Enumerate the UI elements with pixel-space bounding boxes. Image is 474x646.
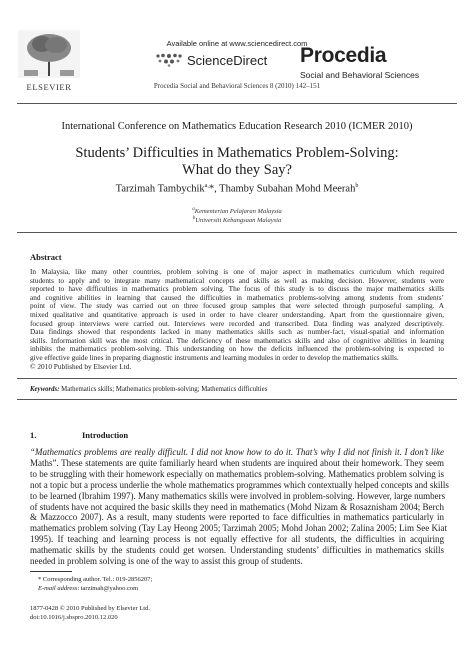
abstract-line: Data findings showed that respondents lacked in many mathematics skills such as number-fact, visual-spatial and information <box>30 327 444 337</box>
abstract-line: reported to have difficulties in mathematics problem solving. The focus of this study is to discuss the major mathematics skills <box>30 284 444 294</box>
abstract-line: inhibits the mathematics problem-solving. This understanding on how the deficits influenced the problem-solving is expected to <box>30 344 444 354</box>
author-2-affil-mark: b <box>355 183 359 189</box>
intro-line: “Mathematics problems are really difficult. I did not know how to do it. That’s why I did not finish it. I don’t like <box>30 447 444 457</box>
abstract-line: and cognitive abilities in learning that caused the difficulties in mathematics problems-solving among students from students’ <box>30 292 444 302</box>
abstract-line: point of view. The study was carried out on three focused group samples that were selected through purposeful sampling. A <box>30 301 444 311</box>
affiliation-a-mark: a <box>192 207 195 212</box>
paper-title-line-2: What do they Say? <box>182 162 292 178</box>
sciencedirect-logo <box>155 52 267 68</box>
copyright-line: © 2010 Published by Elsevier Ltd. <box>30 361 132 371</box>
introduction-body <box>30 447 449 567</box>
sciencedirect-icon <box>155 53 183 67</box>
elsevier-tree-logo <box>18 30 80 78</box>
procedia-subtitle: Social and Behavioral Sciences <box>300 70 420 80</box>
footnote-rule <box>30 571 72 572</box>
keywords-text: Mathematics skills; Mathematics problem-solving; Mathematics difficulties <box>59 386 268 393</box>
intro-line: needed in problem solving is one of the way to assist this group of students. <box>30 556 303 567</box>
email-label: E-mail address <box>38 585 78 592</box>
author-list <box>0 183 474 195</box>
abstract-line: focused group interviews were carried out. Interviews were recorded and transcribed. Data finding was analyzed descriptively. <box>30 318 444 328</box>
abstract-line: students to apply and to integrate many mathematical concepts and skills as well as making decision. However, students were <box>30 275 444 285</box>
intro-line: not a topic but a process underlie the whole mathematics programmes which contextually helped concepts and skills <box>30 479 449 490</box>
publisher-name: ELSEVIER <box>26 82 72 92</box>
abstract-top-rule <box>17 232 457 233</box>
affiliation-b-mark: b <box>192 216 196 221</box>
intro-line: 1995). If teaching and learning process is not equally effective for all students, the difficulties in acquiring <box>30 534 444 545</box>
abstract-body <box>30 268 444 371</box>
affiliation-a-text: Kementerian Pelajaran Malaysia <box>194 208 282 216</box>
abstract-heading: Abstract <box>30 252 62 262</box>
abstract-line: give effective guide lines in preparing diagnostic instruments and learning modules in order to develop the mathematics skills. <box>30 352 399 362</box>
paper-title-line-1: Students’ Difficulties in Mathematics Problem-Solving: <box>75 145 399 161</box>
author-2: Thamby Subahan Mohd Meerah <box>219 183 356 195</box>
abstract-line: skills. Information skill was the most critical. The deficiency of these mathematics skills and also of cognitive abilities in learning <box>30 335 444 345</box>
affiliation-a <box>0 207 474 215</box>
footnote-email <box>38 585 138 592</box>
intro-line: Maths”. These statements are quite familiarly heard when students are inquired about their homework. They seem <box>30 457 444 468</box>
doi[interactable]: doi:10.1016/j.sbspro.2010.12.020 <box>30 614 118 621</box>
procedia-logo: Procedia <box>300 44 387 67</box>
author-separator: , <box>214 183 220 195</box>
abstract-line: In Malaysia, like many other countries, problem solving is one of major aspect in mathematics curriculum which required <box>30 267 444 276</box>
keywords-top-rule <box>17 378 457 379</box>
affiliation-b <box>0 216 474 224</box>
section-heading-introduction <box>30 430 128 440</box>
abstract-line: mixed qualitative and quantitative approach is used in order to have clearer understanding. Apart from the questionnaire given, <box>30 309 444 319</box>
intro-line: mathematics problem solving (Tay Lay Heong 2005; Tarzimah 2005; Mohd Johan 2002; Zalina 2005; Lim See Kiat <box>30 523 447 534</box>
intro-line: to be learned (Ibrahim 1997). Many mathematics skills were involved in problem-solving. However, large numbers <box>30 490 446 501</box>
issn-copyright: 1877-0428 © 2010 Published by Elsevier Ltd. <box>30 605 150 612</box>
paper-title <box>0 145 474 179</box>
corresponding-mark: * <box>208 183 215 195</box>
intro-line: & Mazzocco 2007). As a result, many students were reported to face difficulties in mathematics particularly in <box>30 512 444 523</box>
footnote-corresponding: * Corresponding author. Tel.: 019-2856207; <box>38 576 153 583</box>
keywords-label: Keywords: <box>30 386 60 393</box>
author-1: Tarzimah Tambychik <box>115 183 205 195</box>
intro-line: of students have not acquired the basic skills they need in mathematics (Mohd Nizam & Rosaznisham 2004; Berch <box>30 501 444 512</box>
sciencedirect-wordmark: ScienceDirect <box>187 52 268 68</box>
section-number: 1. <box>30 430 37 440</box>
header-divider <box>17 103 457 104</box>
intro-line: mathematic skills by the students could get worsen. Understanding students’ difficulties in mathematics skills <box>30 545 444 556</box>
section-title: Introduction <box>82 430 129 440</box>
journal-reference: Procedia Social and Behavioral Sciences 8 (2010) 142–151 <box>153 82 321 90</box>
available-online-text: Available online at www.sciencedirect.com <box>166 39 308 48</box>
email-address[interactable]: : tarzimah@yahoo.com <box>77 585 139 592</box>
keywords-bottom-rule <box>17 399 457 400</box>
intro-line: to be struggling with their homework especially on mathematics problem-solving. Mathematics problem solving is <box>30 468 444 479</box>
keywords <box>30 386 444 393</box>
author-1-affil-mark: a, <box>204 183 209 189</box>
conference-name: International Conference on Mathematics Education Research 2010 (ICMER 2010) <box>61 121 413 132</box>
affiliation-b-text: Universiti Kebangsaan Malaysia <box>195 217 282 225</box>
